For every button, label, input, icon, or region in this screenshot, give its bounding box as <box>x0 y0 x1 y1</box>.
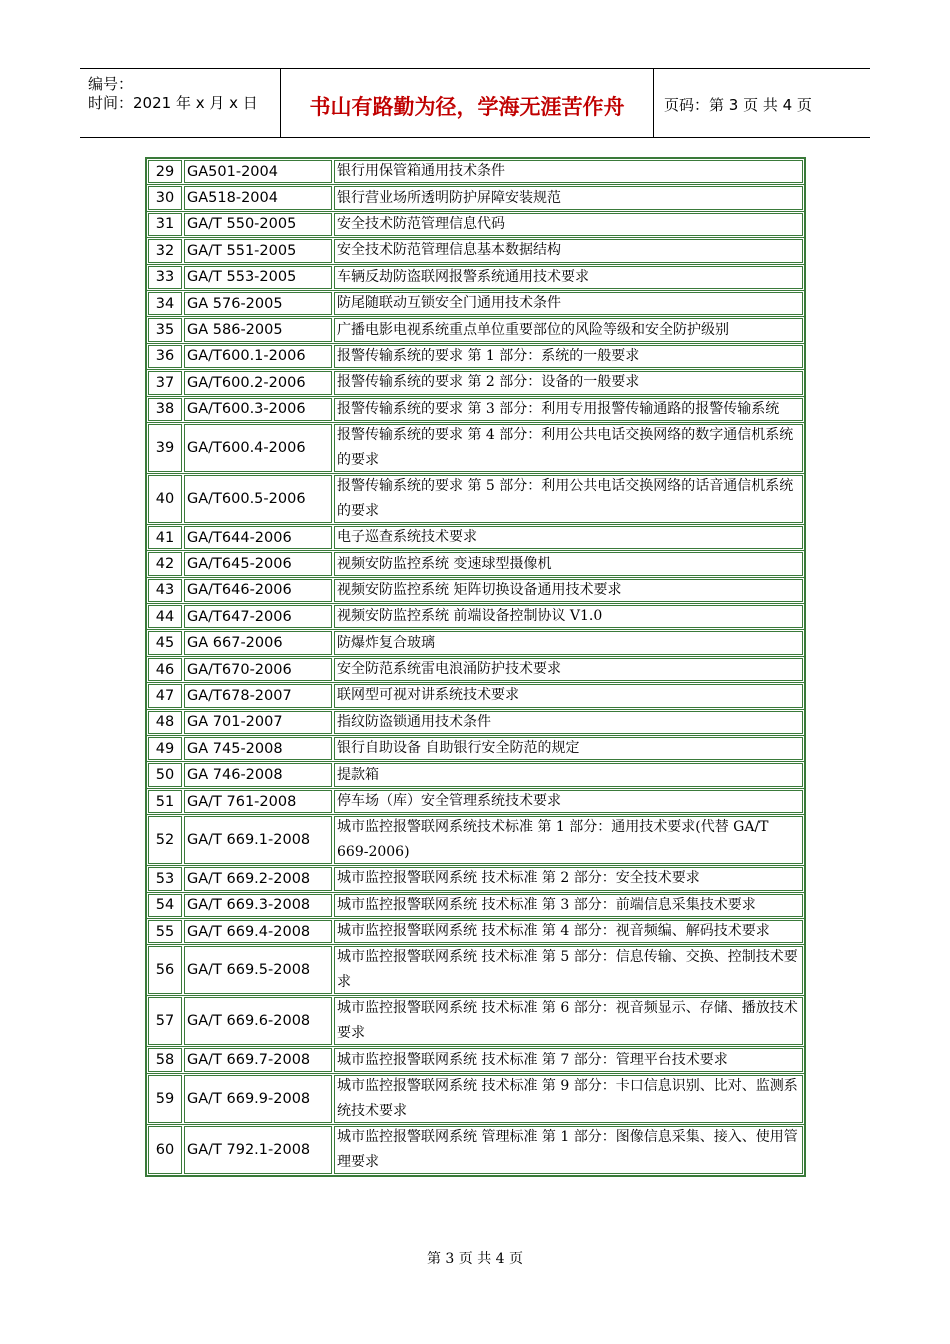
number-label: 编号： <box>88 75 134 93</box>
table-row <box>147 423 804 474</box>
row-number-cell <box>148 266 182 289</box>
standard-code-cell <box>184 186 332 209</box>
standard-title-cell-text: 城市监控报警联网系统 管理标准 第 1 部分：图像信息采集、接入、使用管理要求 <box>337 1128 798 1170</box>
row-number-cell <box>148 920 182 943</box>
table-row <box>147 630 804 656</box>
standard-code-cell-text: GA/T600.3-2006 <box>187 401 306 418</box>
standard-code-cell-text: GA/T644-2006 <box>187 529 292 546</box>
standard-title-cell <box>334 605 803 628</box>
row-number-cell <box>148 894 182 917</box>
standard-title-cell <box>334 213 803 236</box>
standard-title-cell-text: 城市监控报警联网系统 技术标准 第 4 部分：视音频编、解码技术要求 <box>337 923 770 940</box>
time-label: 时间：2021 年 x 月 x 日 <box>88 94 258 112</box>
standard-code-cell <box>184 1075 332 1123</box>
standard-title-cell-text: 安全防范系统雷电浪涌防护技术要求 <box>337 661 561 678</box>
standard-code-cell-text: GA/T678-2007 <box>187 687 292 704</box>
table-row <box>147 525 804 551</box>
standard-code-cell <box>184 266 332 289</box>
row-number-cell <box>148 790 182 813</box>
standard-title-cell-text: 安全技术防范管理信息代码 <box>337 215 505 232</box>
standard-code-cell <box>184 763 332 786</box>
row-number-cell <box>148 711 182 734</box>
row-number-cell <box>148 1075 182 1123</box>
standard-code-cell-text: GA/T 669.7-2008 <box>187 1052 311 1069</box>
row-number-cell <box>148 398 182 421</box>
row-number-cell <box>148 579 182 602</box>
standard-code-cell <box>184 997 332 1045</box>
row-number-cell-text: 58 <box>155 1052 175 1069</box>
standard-title-cell <box>334 816 803 864</box>
table-row <box>147 370 804 396</box>
table-row <box>147 762 804 788</box>
standard-title-cell <box>334 318 803 341</box>
standard-title-cell-text: 报警传输系统的要求 第 1 部分：系统的一般要求 <box>337 347 640 364</box>
page-footer: 第 3 页 共 4 页 <box>426 1251 524 1267</box>
standard-title-cell-text: 城市监控报警联网系统 技术标准 第 9 部分：卡口信息识别、比对、监测系统技术要求 <box>337 1077 798 1119</box>
standard-title-cell <box>334 684 803 707</box>
standard-title-cell <box>334 552 803 575</box>
standard-title-cell <box>334 946 803 994</box>
standard-code-cell-text: GA 746-2008 <box>187 767 283 784</box>
standard-title-cell-text: 联网型可视对讲系统技术要求 <box>337 687 519 704</box>
row-number-cell-text: 32 <box>155 242 175 259</box>
standard-title-cell <box>334 920 803 943</box>
standard-code-cell <box>184 894 332 917</box>
standard-title-cell-text: 城市监控报警联网系统 技术标准 第 2 部分：安全技术要求 <box>337 870 700 887</box>
row-number-cell <box>148 292 182 315</box>
standard-title-cell-text: 城市监控报警联网系统 技术标准 第 6 部分：视音频显示、存储、播放技术要求 <box>337 1000 798 1042</box>
row-number-cell-text: 39 <box>155 439 175 456</box>
standard-title-cell-text: 防爆炸复合玻璃 <box>337 634 435 651</box>
standard-code-cell <box>184 239 332 262</box>
standard-title-cell <box>334 186 803 209</box>
table-row <box>147 657 804 683</box>
standard-title-cell <box>334 239 803 262</box>
standard-code-cell-text: GA/T670-2006 <box>187 661 292 678</box>
standard-code-cell <box>184 790 332 813</box>
row-number-cell <box>148 239 182 262</box>
table-row <box>147 551 804 577</box>
table-row <box>147 265 804 291</box>
standard-code-cell-text: GA/T 669.9-2008 <box>187 1090 311 1107</box>
standard-title-cell <box>334 711 803 734</box>
standard-code-cell-text: GA/T 669.2-2008 <box>187 870 311 887</box>
row-number-cell <box>148 816 182 864</box>
standard-title-cell-text: 银行用保管箱通用技术条件 <box>337 163 505 180</box>
standard-title-cell-text: 城市监控报警联网系统 技术标准 第 3 部分：前端信息采集技术要求 <box>337 896 756 913</box>
row-number-cell-text: 41 <box>155 529 175 546</box>
table-row <box>147 1125 804 1175</box>
row-number-cell-text: 36 <box>155 348 175 365</box>
standard-title-cell <box>334 292 803 315</box>
standard-title-cell <box>334 867 803 890</box>
standard-code-cell <box>184 867 332 890</box>
row-number-cell-text: 40 <box>155 490 175 507</box>
standard-title-cell-text: 银行营业场所透明防护屏障安装规范 <box>337 189 561 206</box>
standard-code-cell-text: GA/T 550-2005 <box>187 216 297 233</box>
standard-code-cell <box>184 371 332 394</box>
standard-title-cell-text: 安全技术防范管理信息基本数据结构 <box>337 242 561 259</box>
table-row <box>147 789 804 815</box>
motto-text: 书山有路勤为径，学海无涯苦作舟 <box>309 95 625 119</box>
row-number-cell-text: 45 <box>155 635 175 652</box>
standard-code-cell <box>184 475 332 523</box>
row-number-cell-text: 50 <box>155 767 175 784</box>
table-row <box>147 710 804 736</box>
row-number-cell-text: 44 <box>155 608 175 625</box>
row-number-cell-text: 30 <box>155 190 175 207</box>
standard-code-cell-text: GA 667-2006 <box>187 635 283 652</box>
standard-title-cell <box>334 475 803 523</box>
table-row <box>147 945 804 996</box>
standard-code-cell-text: GA/T 669.3-2008 <box>187 897 311 914</box>
row-number-cell <box>148 186 182 209</box>
standard-title-cell-text: 电子巡查系统技术要求 <box>337 529 477 546</box>
standard-title-cell <box>334 371 803 394</box>
standard-title-cell-text: 报警传输系统的要求 第 5 部分：利用公共电话交换网络的话音通信机系统的要求 <box>337 477 794 519</box>
standard-title-cell-text: 城市监控报警联网系统 技术标准 第 5 部分：信息传输、交换、控制技术要求 <box>337 949 798 991</box>
table-row <box>147 212 804 238</box>
standard-code-cell <box>184 1048 332 1071</box>
table-row <box>147 185 804 211</box>
row-number-cell-text: 56 <box>155 962 175 979</box>
table-row <box>147 683 804 709</box>
standard-title-cell-text: 银行自助设备 自助银行安全防范的规定 <box>337 740 580 757</box>
table-row <box>147 996 804 1047</box>
standard-code-cell-text: GA/T600.5-2006 <box>187 490 306 507</box>
standard-title-cell-text: 视频安防监控系统 矩阵切换设备通用技术要求 <box>337 581 622 598</box>
standard-code-cell <box>184 946 332 994</box>
standard-title-cell <box>334 160 803 183</box>
row-number-cell-text: 33 <box>155 269 175 286</box>
standard-code-cell <box>184 816 332 864</box>
row-number-cell-text: 42 <box>155 555 175 572</box>
standard-code-cell <box>184 631 332 654</box>
row-number-cell-text: 60 <box>155 1141 175 1158</box>
standard-title-cell-text: 视频安防监控系统 前端设备控制协议 V1.0 <box>337 608 603 625</box>
standard-code-cell <box>184 579 332 602</box>
standard-code-cell <box>184 684 332 707</box>
row-number-cell-text: 35 <box>155 322 175 339</box>
standard-code-cell <box>184 552 332 575</box>
standard-code-cell-text: GA518-2004 <box>187 190 278 207</box>
standard-code-cell <box>184 658 332 681</box>
table-row <box>147 919 804 945</box>
standard-title-cell <box>334 526 803 549</box>
page-header <box>80 68 870 138</box>
standard-code-cell <box>184 737 332 760</box>
row-number-cell <box>148 658 182 681</box>
table-row <box>147 1074 804 1125</box>
standard-title-cell-text: 报警传输系统的要求 第 3 部分：利用专用报警传输通路的报警传输系统 <box>337 400 780 417</box>
row-number-cell <box>148 1048 182 1071</box>
table-row <box>147 1047 804 1073</box>
standard-code-cell-text: GA 586-2005 <box>187 322 283 339</box>
standard-title-cell <box>334 345 803 368</box>
row-number-cell-text: 43 <box>155 582 175 599</box>
row-number-cell <box>148 737 182 760</box>
table-row <box>147 344 804 370</box>
row-number-cell <box>148 552 182 575</box>
standard-title-cell <box>334 1075 803 1123</box>
standard-title-cell <box>334 1126 803 1174</box>
standard-title-cell <box>334 894 803 917</box>
standard-title-cell-text: 广播电影电视系统重点单位重要部位的风险等级和安全防护级别 <box>337 321 729 338</box>
standard-title-cell-text: 报警传输系统的要求 第 4 部分：利用公共电话交换网络的数字通信机系统的要求 <box>337 426 794 468</box>
standard-code-cell <box>184 424 332 472</box>
standard-code-cell <box>184 160 332 183</box>
standard-code-cell <box>184 398 332 421</box>
row-number-cell <box>148 371 182 394</box>
table-row <box>147 893 804 919</box>
standard-code-cell <box>184 345 332 368</box>
row-number-cell-text: 48 <box>155 714 175 731</box>
standard-title-cell <box>334 1048 803 1071</box>
row-number-cell <box>148 946 182 994</box>
table-row <box>147 815 804 866</box>
standard-code-cell-text: GA/T 761-2008 <box>187 793 297 810</box>
row-number-cell-text: 57 <box>155 1013 175 1030</box>
row-number-cell-text: 34 <box>155 295 175 312</box>
table-row <box>147 317 804 343</box>
standard-code-cell-text: GA/T 669.6-2008 <box>187 1013 311 1030</box>
row-number-cell-text: 47 <box>155 687 175 704</box>
standard-code-cell-text: GA/T 669.5-2008 <box>187 962 311 979</box>
page-number-label: 页码：第 3 页 共 4 页 <box>664 96 812 114</box>
standard-title-cell <box>334 997 803 1045</box>
standard-code-cell-text: GA/T 553-2005 <box>187 269 297 286</box>
row-number-cell-text: 52 <box>155 832 175 849</box>
standard-code-cell-text: GA/T645-2006 <box>187 555 292 572</box>
row-number-cell-text: 46 <box>155 661 175 678</box>
standard-code-cell <box>184 920 332 943</box>
table-row <box>147 474 804 525</box>
row-number-cell-text: 51 <box>155 793 175 810</box>
standard-title-cell-text: 停车场（库）安全管理系统技术要求 <box>337 793 561 810</box>
standard-title-cell <box>334 424 803 472</box>
row-number-cell <box>148 763 182 786</box>
table-row <box>147 578 804 604</box>
row-number-cell-text: 59 <box>155 1090 175 1107</box>
row-number-cell-text: 37 <box>155 374 175 391</box>
row-number-cell-text: 53 <box>155 870 175 887</box>
standards-table <box>145 157 806 1177</box>
standard-code-cell <box>184 213 332 236</box>
row-number-cell-text: 31 <box>155 216 175 233</box>
standard-code-cell-text: GA/T 792.1-2008 <box>187 1141 311 1158</box>
table-row <box>147 291 804 317</box>
standard-title-cell <box>334 763 803 786</box>
standard-title-cell <box>334 579 803 602</box>
table-row <box>147 866 804 892</box>
standard-title-cell-text: 指纹防盗锁通用技术条件 <box>337 713 491 730</box>
row-number-cell-text: 29 <box>155 163 175 180</box>
standard-title-cell <box>334 658 803 681</box>
table-row <box>147 159 804 185</box>
standard-title-cell <box>334 631 803 654</box>
row-number-cell <box>148 213 182 236</box>
row-number-cell <box>148 997 182 1045</box>
standard-code-cell <box>184 318 332 341</box>
row-number-cell-text: 55 <box>155 923 175 940</box>
row-number-cell-text: 49 <box>155 740 175 757</box>
row-number-cell-text: 54 <box>155 897 175 914</box>
standard-code-cell <box>184 292 332 315</box>
standard-title-cell-text: 报警传输系统的要求 第 2 部分：设备的一般要求 <box>337 374 640 391</box>
standard-title-cell-text: 视频安防监控系统 变速球型摄像机 <box>337 555 552 572</box>
standard-title-cell <box>334 398 803 421</box>
standard-code-cell-text: GA/T 669.1-2008 <box>187 832 311 849</box>
standard-code-cell <box>184 711 332 734</box>
row-number-cell-text: 38 <box>155 401 175 418</box>
row-number-cell <box>148 631 182 654</box>
table-row <box>147 736 804 762</box>
standard-code-cell-text: GA 576-2005 <box>187 295 283 312</box>
standard-title-cell-text: 提款箱 <box>337 766 379 783</box>
standard-code-cell <box>184 526 332 549</box>
standard-title-cell-text: 防尾随联动互锁安全门通用技术条件 <box>337 295 561 312</box>
standard-title-cell <box>334 737 803 760</box>
header-center-cell <box>281 69 654 137</box>
header-right-cell <box>654 69 870 137</box>
standard-title-cell-text: 车辆反劫防盗联网报警系统通用技术要求 <box>337 268 589 285</box>
standard-code-cell-text: GA/T 551-2005 <box>187 242 297 259</box>
standard-code-cell-text: GA/T600.1-2006 <box>187 348 306 365</box>
row-number-cell <box>148 867 182 890</box>
standard-code-cell-text: GA/T 669.4-2008 <box>187 923 311 940</box>
table-row <box>147 238 804 264</box>
standard-title-cell-text: 城市监控报警联网系统技术标准 第 1 部分：通用技术要求(代替 GA/T 669-2006) <box>337 819 769 861</box>
standard-code-cell-text: GA501-2004 <box>187 163 278 180</box>
row-number-cell <box>148 345 182 368</box>
table-row <box>147 397 804 423</box>
standard-code-cell-text: GA/T647-2006 <box>187 608 292 625</box>
row-number-cell <box>148 424 182 472</box>
row-number-cell <box>148 605 182 628</box>
row-number-cell <box>148 526 182 549</box>
row-number-cell <box>148 160 182 183</box>
row-number-cell <box>148 318 182 341</box>
standard-title-cell <box>334 266 803 289</box>
standard-title-cell-text: 城市监控报警联网系统 技术标准 第 7 部分：管理平台技术要求 <box>337 1051 728 1068</box>
row-number-cell <box>148 684 182 707</box>
standard-code-cell <box>184 605 332 628</box>
row-number-cell <box>148 1126 182 1174</box>
standard-code-cell-text: GA 701-2007 <box>187 714 283 731</box>
standard-code-cell-text: GA/T646-2006 <box>187 582 292 599</box>
standard-code-cell-text: GA/T600.2-2006 <box>187 374 306 391</box>
header-left-cell <box>80 69 281 137</box>
table-row <box>147 604 804 630</box>
standard-title-cell <box>334 790 803 813</box>
row-number-cell <box>148 475 182 523</box>
standard-code-cell <box>184 1126 332 1174</box>
standard-code-cell-text: GA/T600.4-2006 <box>187 439 306 456</box>
standard-code-cell-text: GA 745-2008 <box>187 740 283 757</box>
